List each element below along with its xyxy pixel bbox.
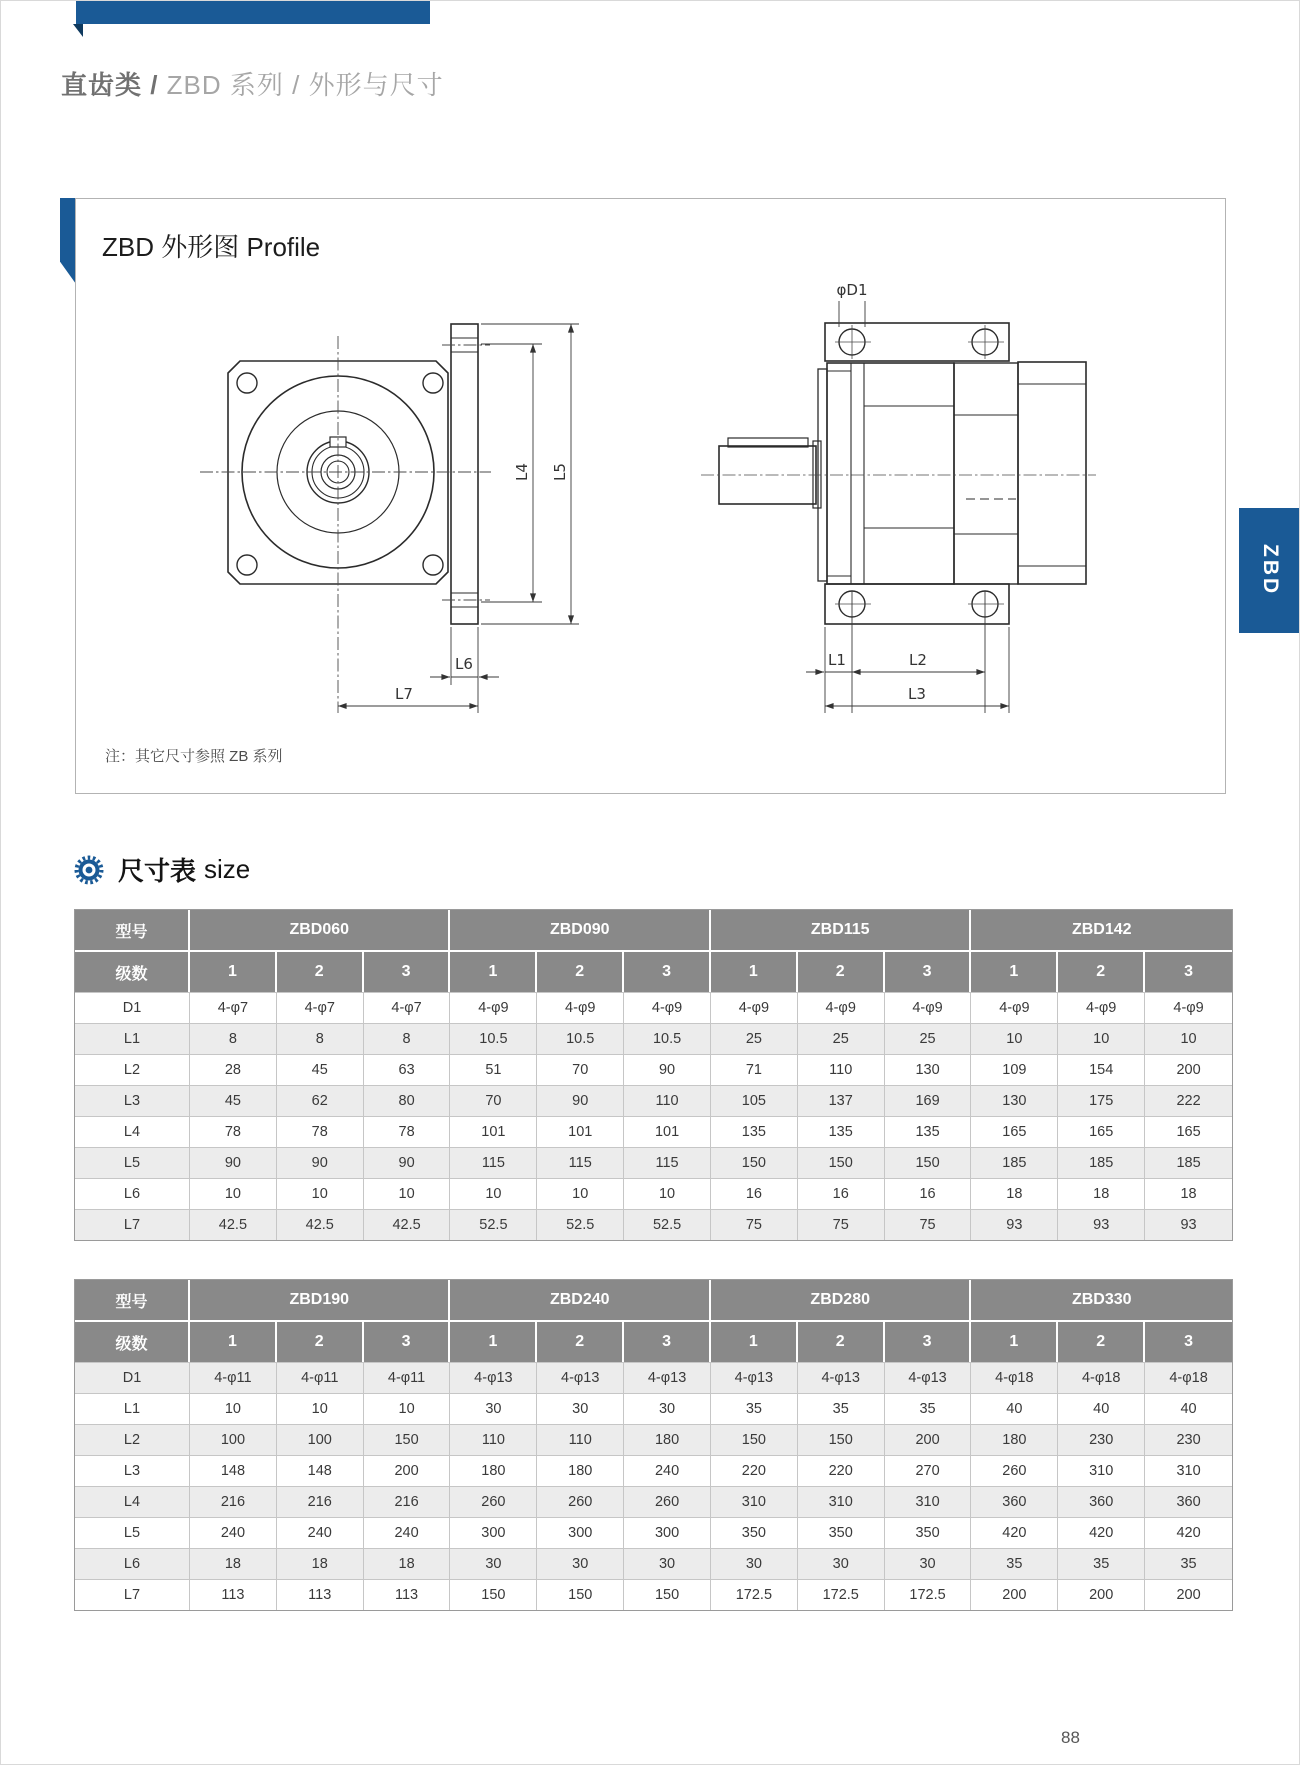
table-row (75, 1116, 1232, 1147)
value-cell: 70 (450, 1085, 537, 1116)
value-cell: 18 (971, 1178, 1058, 1209)
value-cell: 165 (1145, 1116, 1232, 1147)
model-name-cell: ZBD060 (190, 910, 450, 952)
value-cell: 200 (971, 1579, 1058, 1610)
value-cell: 150 (885, 1147, 972, 1178)
stage-number-cell: 3 (364, 1322, 451, 1362)
value-cell: 10 (277, 1178, 364, 1209)
row-label-cell: D1 (75, 1362, 190, 1393)
table-row (75, 1548, 1232, 1579)
model-name-cell: ZBD115 (711, 910, 971, 952)
value-cell: 172.5 (711, 1579, 798, 1610)
value-cell: 175 (1058, 1085, 1145, 1116)
dim-label-l4: L4 (513, 463, 531, 481)
value-cell: 4-φ7 (277, 992, 364, 1023)
stage-number-cell: 2 (537, 1322, 624, 1362)
stage-number-cell: 1 (450, 1322, 537, 1362)
value-cell: 137 (798, 1085, 885, 1116)
value-cell: 115 (537, 1147, 624, 1178)
breadcrumb (61, 65, 444, 102)
table-row (75, 1147, 1232, 1178)
value-cell: 16 (885, 1178, 972, 1209)
value-cell: 260 (450, 1486, 537, 1517)
value-cell: 4-φ18 (1145, 1362, 1232, 1393)
model-header-cell: 型号 (75, 1280, 190, 1322)
stage-number-cell: 1 (190, 952, 277, 992)
stage-number-cell: 3 (885, 1322, 972, 1362)
breadcrumb-primary: 直齿类 / (61, 70, 159, 100)
value-cell: 10 (1145, 1023, 1232, 1054)
stage-number-cell: 3 (1145, 1322, 1232, 1362)
value-cell: 78 (190, 1116, 277, 1147)
value-cell: 4-φ9 (450, 992, 537, 1023)
model-name-cell: ZBD090 (450, 910, 710, 952)
stage-number-cell: 2 (277, 952, 364, 992)
model-name-cell: ZBD240 (450, 1280, 710, 1322)
value-cell: 10 (1058, 1023, 1145, 1054)
value-cell: 75 (798, 1209, 885, 1240)
row-label-cell: L7 (75, 1209, 190, 1240)
row-label-cell: L3 (75, 1085, 190, 1116)
value-cell: 180 (450, 1455, 537, 1486)
row-label-cell: D1 (75, 992, 190, 1023)
table-row (75, 1178, 1232, 1209)
value-cell: 10 (277, 1393, 364, 1424)
value-cell: 35 (885, 1393, 972, 1424)
model-name-cell: ZBD142 (971, 910, 1232, 952)
value-cell: 52.5 (537, 1209, 624, 1240)
value-cell: 100 (277, 1424, 364, 1455)
value-cell: 200 (1145, 1579, 1232, 1610)
value-cell: 30 (711, 1548, 798, 1579)
value-cell: 350 (798, 1517, 885, 1548)
value-cell: 113 (364, 1579, 451, 1610)
value-cell: 45 (190, 1085, 277, 1116)
value-cell: 350 (711, 1517, 798, 1548)
value-cell: 42.5 (364, 1209, 451, 1240)
value-cell: 200 (364, 1455, 451, 1486)
value-cell: 8 (277, 1023, 364, 1054)
value-cell: 28 (190, 1054, 277, 1085)
value-cell: 35 (1145, 1548, 1232, 1579)
table-row (75, 1517, 1232, 1548)
value-cell: 10 (450, 1178, 537, 1209)
value-cell: 10 (364, 1393, 451, 1424)
table-row (75, 1393, 1232, 1424)
stage-number-cell: 3 (624, 952, 711, 992)
value-cell: 4-φ9 (711, 992, 798, 1023)
value-cell: 35 (798, 1393, 885, 1424)
value-cell: 420 (971, 1517, 1058, 1548)
value-cell: 150 (624, 1579, 711, 1610)
value-cell: 62 (277, 1085, 364, 1116)
value-cell: 172.5 (798, 1579, 885, 1610)
value-cell: 4-φ18 (971, 1362, 1058, 1393)
value-cell: 260 (624, 1486, 711, 1517)
stage-header-cell: 级数 (75, 952, 190, 992)
value-cell: 10.5 (450, 1023, 537, 1054)
value-cell: 4-φ9 (798, 992, 885, 1023)
stage-number-cell: 2 (537, 952, 624, 992)
stage-number-cell: 2 (1058, 1322, 1145, 1362)
row-label-cell: L2 (75, 1424, 190, 1455)
value-cell: 4-φ9 (537, 992, 624, 1023)
front-view (228, 324, 478, 624)
value-cell: 185 (1145, 1147, 1232, 1178)
value-cell: 40 (1145, 1393, 1232, 1424)
value-cell: 360 (971, 1486, 1058, 1517)
stage-number-cell: 3 (364, 952, 451, 992)
row-label-cell: L4 (75, 1486, 190, 1517)
dim-label-l5: L5 (551, 463, 569, 481)
value-cell: 4-φ11 (364, 1362, 451, 1393)
value-cell: 4-φ9 (1058, 992, 1145, 1023)
value-cell: 90 (537, 1085, 624, 1116)
model-name-cell: ZBD280 (711, 1280, 971, 1322)
value-cell: 71 (711, 1054, 798, 1085)
value-cell: 350 (885, 1517, 972, 1548)
value-cell: 30 (624, 1393, 711, 1424)
value-cell: 45 (277, 1054, 364, 1085)
value-cell: 30 (450, 1393, 537, 1424)
value-cell: 18 (277, 1548, 364, 1579)
stage-number-cell: 1 (971, 1322, 1058, 1362)
value-cell: 130 (971, 1085, 1058, 1116)
value-cell: 150 (450, 1579, 537, 1610)
value-cell: 135 (798, 1116, 885, 1147)
table-row (75, 1579, 1232, 1610)
stage-number-cell: 1 (450, 952, 537, 992)
value-cell: 148 (190, 1455, 277, 1486)
model-header-cell: 型号 (75, 910, 190, 952)
value-cell: 101 (537, 1116, 624, 1147)
value-cell: 16 (798, 1178, 885, 1209)
value-cell: 70 (537, 1054, 624, 1085)
table-row (75, 1424, 1232, 1455)
banner-fold (73, 24, 83, 37)
table-row (75, 992, 1232, 1023)
value-cell: 360 (1058, 1486, 1145, 1517)
value-cell: 90 (624, 1054, 711, 1085)
value-cell: 310 (1145, 1455, 1232, 1486)
side-view-centerlines (701, 325, 1096, 604)
value-cell: 18 (364, 1548, 451, 1579)
value-cell: 172.5 (885, 1579, 972, 1610)
stage-number-cell: 2 (798, 952, 885, 992)
side-tab-zbd[interactable] (1239, 508, 1300, 633)
value-cell: 4-φ9 (1145, 992, 1232, 1023)
value-cell: 8 (190, 1023, 277, 1054)
dim-label-d1: φD1 (836, 281, 868, 299)
value-cell: 78 (364, 1116, 451, 1147)
profile-note: 注：其它尺寸参照 ZB 系列 (105, 748, 283, 765)
row-label-cell: L4 (75, 1116, 190, 1147)
value-cell: 230 (1145, 1424, 1232, 1455)
value-cell: 18 (1058, 1178, 1145, 1209)
value-cell: 154 (1058, 1054, 1145, 1085)
profile-box-title: ZBD 外形图 Profile (102, 232, 321, 262)
value-cell: 300 (624, 1517, 711, 1548)
value-cell: 310 (885, 1486, 972, 1517)
model-name-cell: ZBD190 (190, 1280, 450, 1322)
value-cell: 310 (1058, 1455, 1145, 1486)
value-cell: 52.5 (450, 1209, 537, 1240)
value-cell: 30 (450, 1548, 537, 1579)
value-cell: 135 (711, 1116, 798, 1147)
value-cell: 4-φ13 (711, 1362, 798, 1393)
value-cell: 90 (277, 1147, 364, 1178)
value-cell: 75 (885, 1209, 972, 1240)
table-row (75, 1362, 1232, 1393)
page-number: 88 (1061, 1728, 1080, 1747)
value-cell: 4-φ11 (277, 1362, 364, 1393)
row-label-cell: L6 (75, 1548, 190, 1579)
value-cell: 110 (450, 1424, 537, 1455)
breadcrumb-secondary: ZBD 系列 / 外形与尺寸 (158, 70, 444, 100)
value-cell: 18 (1145, 1178, 1232, 1209)
table-row (75, 1054, 1232, 1085)
value-cell: 4-φ13 (624, 1362, 711, 1393)
stage-number-cell: 3 (885, 952, 972, 992)
value-cell: 40 (971, 1393, 1058, 1424)
value-cell: 420 (1145, 1517, 1232, 1548)
value-cell: 93 (1058, 1209, 1145, 1240)
value-cell: 216 (364, 1486, 451, 1517)
value-cell: 100 (190, 1424, 277, 1455)
value-cell: 216 (190, 1486, 277, 1517)
value-cell: 52.5 (624, 1209, 711, 1240)
box-corner-ribbon (60, 198, 76, 284)
value-cell: 4-φ13 (798, 1362, 885, 1393)
technical-drawing (75, 198, 1226, 794)
stage-number-cell: 1 (971, 952, 1058, 992)
value-cell: 40 (1058, 1393, 1145, 1424)
value-cell: 150 (711, 1424, 798, 1455)
stage-number-cell: 1 (190, 1322, 277, 1362)
value-cell: 35 (1058, 1548, 1145, 1579)
side-view (719, 323, 1086, 624)
size-title-en: size (204, 854, 251, 884)
value-cell: 90 (364, 1147, 451, 1178)
stage-number-cell: 3 (624, 1322, 711, 1362)
value-cell: 222 (1145, 1085, 1232, 1116)
value-cell: 270 (885, 1455, 972, 1486)
value-cell: 4-φ13 (450, 1362, 537, 1393)
value-cell: 105 (711, 1085, 798, 1116)
top-banner-bar (76, 1, 430, 24)
dim-label-l2: L2 (909, 651, 927, 669)
value-cell: 185 (971, 1147, 1058, 1178)
value-cell: 10.5 (624, 1023, 711, 1054)
value-cell: 4-φ7 (364, 992, 451, 1023)
value-cell: 220 (711, 1455, 798, 1486)
value-cell: 135 (885, 1116, 972, 1147)
value-cell: 10.5 (537, 1023, 624, 1054)
value-cell: 10 (537, 1178, 624, 1209)
stage-number-cell: 1 (711, 1322, 798, 1362)
row-label-cell: L5 (75, 1517, 190, 1548)
value-cell: 420 (1058, 1517, 1145, 1548)
value-cell: 30 (537, 1393, 624, 1424)
value-cell: 150 (364, 1424, 451, 1455)
value-cell: 240 (190, 1517, 277, 1548)
value-cell: 260 (971, 1455, 1058, 1486)
stage-number-cell: 1 (711, 952, 798, 992)
value-cell: 216 (277, 1486, 364, 1517)
table-row (75, 1023, 1232, 1054)
value-cell: 10 (190, 1393, 277, 1424)
value-cell: 30 (885, 1548, 972, 1579)
value-cell: 35 (971, 1548, 1058, 1579)
value-cell: 30 (624, 1548, 711, 1579)
value-cell: 260 (537, 1486, 624, 1517)
value-cell: 4-φ7 (190, 992, 277, 1023)
value-cell: 4-φ13 (537, 1362, 624, 1393)
value-cell: 240 (277, 1517, 364, 1548)
value-cell: 4-φ9 (885, 992, 972, 1023)
dimension-table-1 (74, 909, 1233, 1241)
value-cell: 101 (450, 1116, 537, 1147)
value-cell: 200 (1145, 1054, 1232, 1085)
value-cell: 130 (885, 1054, 972, 1085)
value-cell: 360 (1145, 1486, 1232, 1517)
value-cell: 110 (798, 1054, 885, 1085)
row-label-cell: L5 (75, 1147, 190, 1178)
side-tab-label: ZBD (1259, 544, 1282, 597)
value-cell: 165 (1058, 1116, 1145, 1147)
value-cell: 10 (971, 1023, 1058, 1054)
value-cell: 80 (364, 1085, 451, 1116)
value-cell: 78 (277, 1116, 364, 1147)
dim-label-l6: L6 (455, 655, 473, 673)
dim-label-l3: L3 (908, 685, 926, 703)
size-title-cn: 尺寸表 (118, 856, 197, 886)
row-label-cell: L1 (75, 1023, 190, 1054)
value-cell: 180 (971, 1424, 1058, 1455)
value-cell: 110 (537, 1424, 624, 1455)
value-cell: 113 (190, 1579, 277, 1610)
row-label-cell: L7 (75, 1579, 190, 1610)
gear-icon (73, 854, 105, 886)
value-cell: 30 (537, 1548, 624, 1579)
value-cell: 42.5 (190, 1209, 277, 1240)
value-cell: 310 (711, 1486, 798, 1517)
stage-number-cell: 2 (798, 1322, 885, 1362)
value-cell: 4-φ18 (1058, 1362, 1145, 1393)
stage-number-cell: 3 (1145, 952, 1232, 992)
value-cell: 93 (971, 1209, 1058, 1240)
value-cell: 148 (277, 1455, 364, 1486)
value-cell: 165 (971, 1116, 1058, 1147)
value-cell: 113 (277, 1579, 364, 1610)
value-cell: 4-φ9 (624, 992, 711, 1023)
value-cell: 4-φ13 (885, 1362, 972, 1393)
value-cell: 25 (885, 1023, 972, 1054)
value-cell: 16 (711, 1178, 798, 1209)
stage-header-cell: 级数 (75, 1322, 190, 1362)
value-cell: 169 (885, 1085, 972, 1116)
value-cell: 42.5 (277, 1209, 364, 1240)
value-cell: 230 (1058, 1424, 1145, 1455)
size-section-heading (73, 851, 250, 888)
value-cell: 200 (1058, 1579, 1145, 1610)
row-label-cell: L1 (75, 1393, 190, 1424)
table-row (75, 1455, 1232, 1486)
value-cell: 35 (711, 1393, 798, 1424)
value-cell: 93 (1145, 1209, 1232, 1240)
dim-label-l7: L7 (395, 685, 413, 703)
value-cell: 10 (190, 1178, 277, 1209)
value-cell: 220 (798, 1455, 885, 1486)
table-row (75, 1486, 1232, 1517)
table-row (75, 1085, 1232, 1116)
value-cell: 8 (364, 1023, 451, 1054)
row-label-cell: L2 (75, 1054, 190, 1085)
value-cell: 110 (624, 1085, 711, 1116)
value-cell: 150 (798, 1147, 885, 1178)
value-cell: 10 (624, 1178, 711, 1209)
value-cell: 310 (798, 1486, 885, 1517)
value-cell: 101 (624, 1116, 711, 1147)
value-cell: 109 (971, 1054, 1058, 1085)
value-cell: 180 (537, 1455, 624, 1486)
dimension-table-2 (74, 1279, 1233, 1611)
value-cell: 4-φ9 (971, 992, 1058, 1023)
value-cell: 63 (364, 1054, 451, 1085)
value-cell: 180 (624, 1424, 711, 1455)
table-row (75, 1209, 1232, 1240)
value-cell: 150 (711, 1147, 798, 1178)
value-cell: 30 (798, 1548, 885, 1579)
row-label-cell: L3 (75, 1455, 190, 1486)
dim-label-l1: L1 (828, 651, 846, 669)
value-cell: 300 (537, 1517, 624, 1548)
value-cell: 300 (450, 1517, 537, 1548)
value-cell: 240 (624, 1455, 711, 1486)
value-cell: 25 (798, 1023, 885, 1054)
value-cell: 240 (364, 1517, 451, 1548)
value-cell: 200 (885, 1424, 972, 1455)
stage-number-cell: 2 (277, 1322, 364, 1362)
value-cell: 75 (711, 1209, 798, 1240)
value-cell: 10 (364, 1178, 451, 1209)
value-cell: 25 (711, 1023, 798, 1054)
model-name-cell: ZBD330 (971, 1280, 1232, 1322)
value-cell: 51 (450, 1054, 537, 1085)
value-cell: 150 (537, 1579, 624, 1610)
value-cell: 4-φ11 (190, 1362, 277, 1393)
value-cell: 18 (190, 1548, 277, 1579)
value-cell: 150 (798, 1424, 885, 1455)
row-label-cell: L6 (75, 1178, 190, 1209)
stage-number-cell: 2 (1058, 952, 1145, 992)
value-cell: 115 (450, 1147, 537, 1178)
value-cell: 90 (190, 1147, 277, 1178)
value-cell: 185 (1058, 1147, 1145, 1178)
value-cell: 115 (624, 1147, 711, 1178)
